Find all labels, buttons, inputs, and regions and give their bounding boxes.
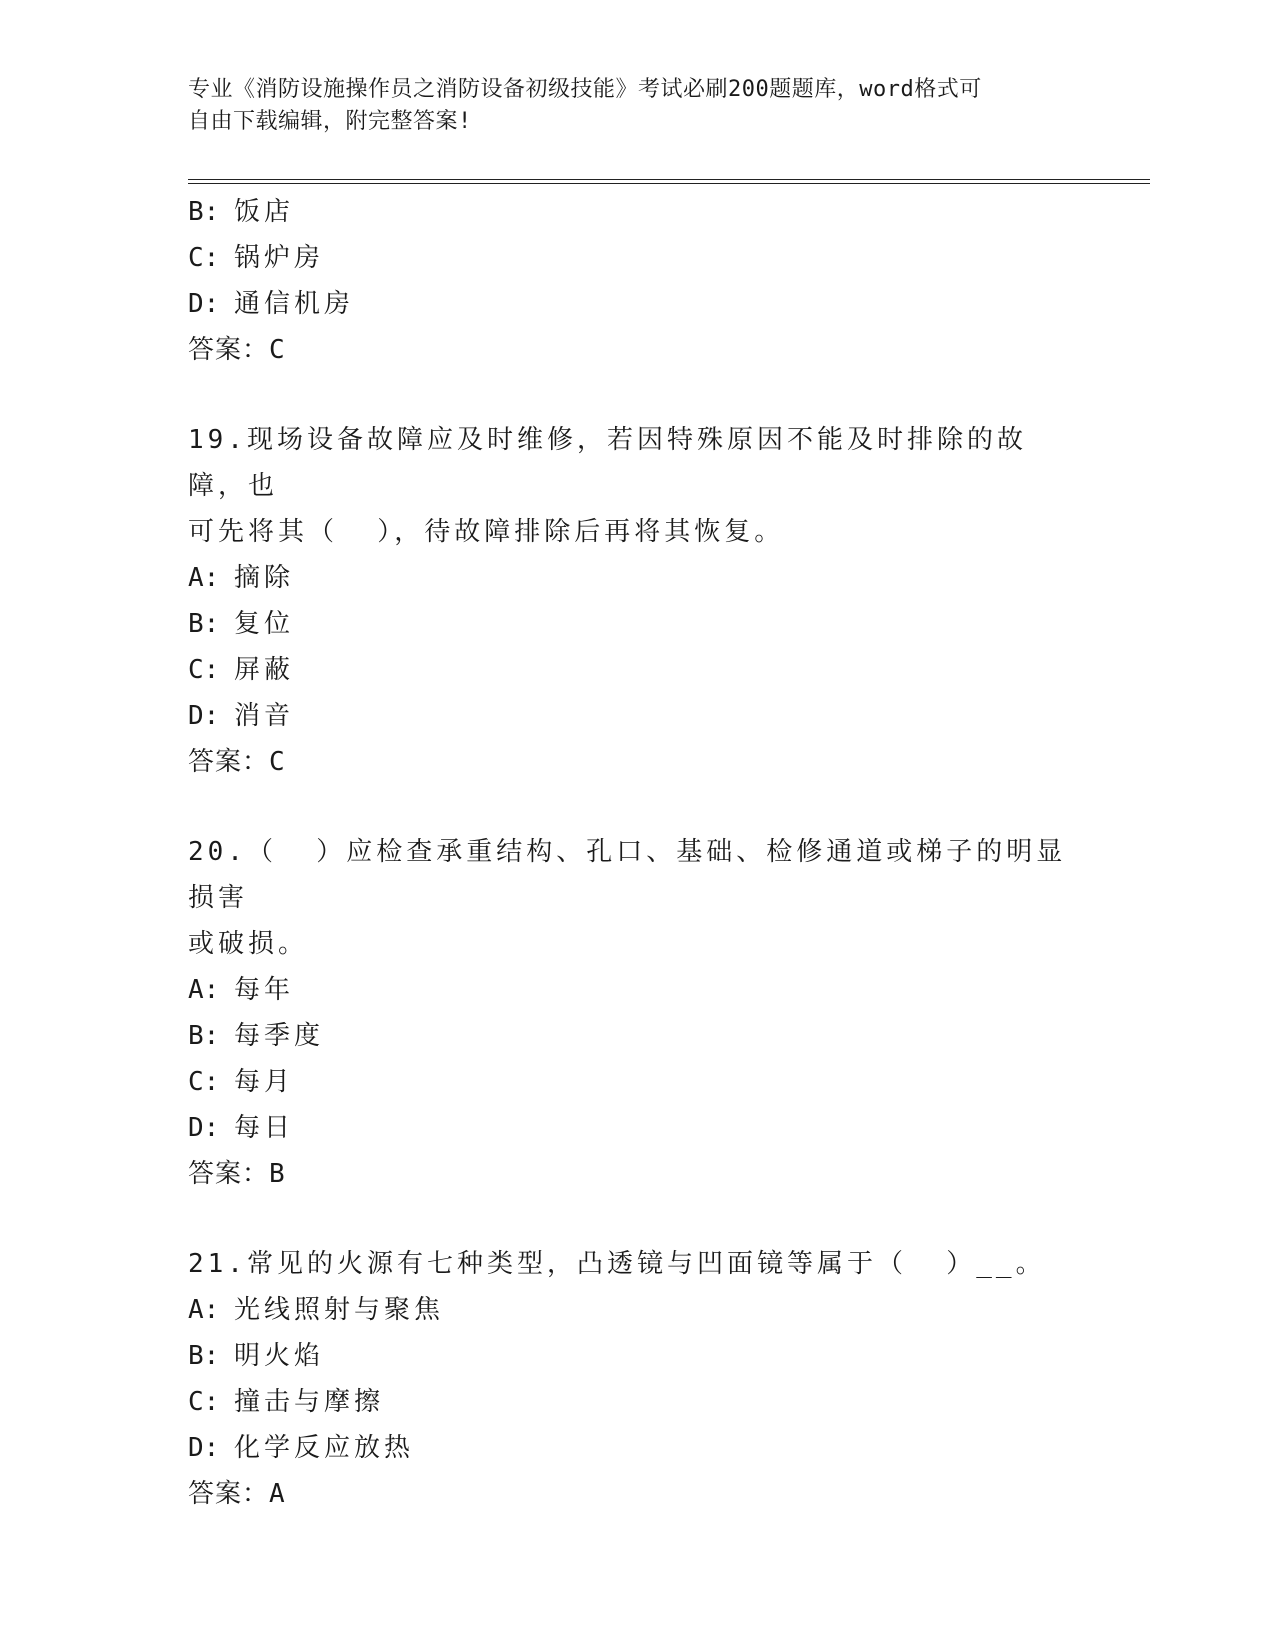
spacer bbox=[188, 785, 1088, 829]
option-c bbox=[188, 647, 1088, 693]
option-text: 撞击与摩擦 bbox=[234, 1387, 385, 1417]
option-d bbox=[188, 281, 1088, 327]
question-text-line-1: 19.现场设备故障应及时维修，若因特殊原因不能及时排除的故障，也 bbox=[188, 425, 1027, 501]
option-key: B: bbox=[188, 197, 220, 227]
spacer bbox=[188, 373, 1088, 417]
option-text: 每月 bbox=[234, 1067, 295, 1097]
question-text-line-1: 20.（ ）应检查承重结构、孔口、基础、检修通道或梯子的明显损害 bbox=[188, 837, 1067, 913]
spacer bbox=[188, 1197, 1088, 1241]
option-key: C: bbox=[188, 243, 220, 273]
option-key: A: bbox=[188, 975, 220, 1005]
answer: 答案：A bbox=[188, 1479, 286, 1509]
header-line-1: 专业《消防设施操作员之消防设备初级技能》考试必刷200题题库，word格式可 bbox=[188, 77, 982, 102]
answer: 答案：C bbox=[188, 747, 286, 777]
option-key: C: bbox=[188, 1067, 220, 1097]
header-line-2: 自由下载编辑，附完整答案! bbox=[188, 109, 472, 134]
option-text: 明火焰 bbox=[234, 1341, 325, 1371]
option-key: C: bbox=[188, 1387, 220, 1417]
option-text: 每年 bbox=[234, 975, 295, 1005]
question-20 bbox=[188, 829, 1088, 1197]
option-text: 饭店 bbox=[234, 197, 295, 227]
option-key: A: bbox=[188, 563, 220, 593]
option-text: 锅炉房 bbox=[234, 243, 325, 273]
option-a bbox=[188, 1287, 1088, 1333]
option-text: 每季度 bbox=[234, 1021, 325, 1051]
answer: 答案：C bbox=[188, 335, 286, 365]
question-list bbox=[188, 189, 1088, 1517]
option-key: D: bbox=[188, 1113, 220, 1143]
question-text-line-2: 或破损。 bbox=[188, 929, 309, 959]
option-text: 化学反应放热 bbox=[234, 1433, 415, 1463]
option-c bbox=[188, 235, 1088, 281]
option-b bbox=[188, 1013, 1088, 1059]
option-d bbox=[188, 1105, 1088, 1151]
question-18 bbox=[188, 189, 1088, 373]
option-text: 屏蔽 bbox=[234, 655, 295, 685]
option-text: 消音 bbox=[234, 701, 295, 731]
option-d bbox=[188, 693, 1088, 739]
option-b bbox=[188, 1333, 1088, 1379]
header-divider-bottom bbox=[188, 183, 1150, 184]
option-text: 每日 bbox=[234, 1113, 295, 1143]
option-text: 摘除 bbox=[234, 563, 295, 593]
page-header bbox=[188, 74, 1088, 138]
option-b bbox=[188, 601, 1088, 647]
question-text-line-2: 可先将其（ ），待故障排除后再将其恢复。 bbox=[188, 517, 785, 547]
option-c bbox=[188, 1059, 1088, 1105]
option-a bbox=[188, 967, 1088, 1013]
option-key: A: bbox=[188, 1295, 220, 1325]
option-a bbox=[188, 555, 1088, 601]
answer: 答案：B bbox=[188, 1159, 286, 1189]
option-d bbox=[188, 1425, 1088, 1471]
question-19 bbox=[188, 417, 1088, 785]
option-key: B: bbox=[188, 1021, 220, 1051]
option-key: D: bbox=[188, 701, 220, 731]
option-key: D: bbox=[188, 1433, 220, 1463]
option-key: B: bbox=[188, 1341, 220, 1371]
option-key: C: bbox=[188, 655, 220, 685]
option-key: D: bbox=[188, 289, 220, 319]
question-21 bbox=[188, 1241, 1088, 1517]
option-text: 通信机房 bbox=[234, 289, 355, 319]
option-b bbox=[188, 189, 1088, 235]
question-text-line-1: 21.常见的火源有七种类型，凸透镜与凹面镜等属于（ ）__。 bbox=[188, 1249, 1046, 1279]
option-text: 复位 bbox=[234, 609, 295, 639]
option-c bbox=[188, 1379, 1088, 1425]
option-text: 光线照射与聚焦 bbox=[234, 1295, 445, 1325]
option-key: B: bbox=[188, 609, 220, 639]
header-divider-top bbox=[188, 179, 1150, 180]
